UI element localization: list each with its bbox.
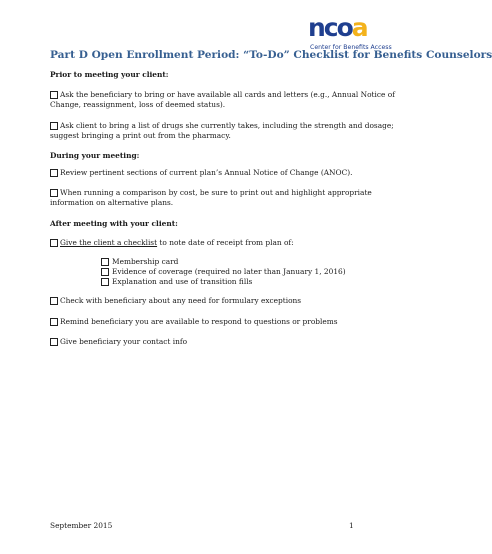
- item-compare-cost-line1: When running a comparison by cost, be sure to print out and highlight appropriate: [60, 188, 372, 197]
- section-heading-after: After meeting with your client:: [50, 219, 178, 228]
- footer-date: September 2015: [50, 521, 113, 530]
- item-remind-available: Remind beneficiary you are available to respond to questions or problems: [60, 317, 338, 326]
- checkbox-bring-cards[interactable]: [50, 91, 58, 99]
- subitem-membership-card: Membership card: [112, 257, 179, 266]
- item-formulary-exceptions: Check with beneficiary about any need for formulary exceptions: [60, 296, 302, 305]
- section-heading-during: During your meeting:: [50, 151, 140, 160]
- item-bring-cards-line2: Change, reassignment, loss of deemed status).: [50, 100, 226, 109]
- logo-tagline: Center for Benefits Access: [310, 44, 392, 51]
- section-heading-prior: Prior to meeting your client:: [50, 70, 169, 79]
- page-title: Part D Open Enrollment Period: “To-Do” Checklist for Benefits Counselors: [50, 49, 492, 61]
- checklist-link[interactable]: Give the client a checklist: [60, 238, 158, 247]
- logo-wordmark: ncoa: [308, 13, 367, 42]
- item-bring-cards-line1: Ask the beneficiary to bring or have available all cards and letters (e.g., Annual Notice of: [60, 90, 395, 99]
- footer-page-number: 1: [349, 521, 354, 530]
- checkbox-evidence-coverage[interactable]: [101, 268, 109, 276]
- item-review-anoc: Review pertinent sections of current plan’s Annual Notice of Change (ANOC).: [60, 168, 353, 177]
- subitem-evidence-coverage: Evidence of coverage (required no later than January 1, 2016): [112, 267, 346, 276]
- subitem-transition-fills: Explanation and use of transition fills: [112, 277, 253, 286]
- checkbox-membership-card[interactable]: [101, 258, 109, 266]
- item-give-checklist: Give the client a checklist to note date of receipt from plan of:: [60, 238, 294, 247]
- checkbox-give-checklist[interactable]: [50, 239, 58, 247]
- checkbox-drug-list[interactable]: [50, 122, 58, 130]
- checkbox-contact-info[interactable]: [50, 338, 58, 346]
- checkbox-compare-cost[interactable]: [50, 189, 58, 197]
- checkbox-formulary-exceptions[interactable]: [50, 297, 58, 305]
- item-drug-list-line1: Ask client to bring a list of drugs she currently takes, including the strength and dosage;: [60, 121, 394, 130]
- item-contact-info: Give beneficiary your contact info: [60, 337, 188, 346]
- checkbox-remind-available[interactable]: [50, 318, 58, 326]
- item-compare-cost-line2: information on alternative plans.: [50, 198, 174, 207]
- checkbox-transition-fills[interactable]: [101, 278, 109, 286]
- item-drug-list-line2: suggest bringing a print out from the pharmacy.: [50, 131, 231, 140]
- checkbox-review-anoc[interactable]: [50, 169, 58, 177]
